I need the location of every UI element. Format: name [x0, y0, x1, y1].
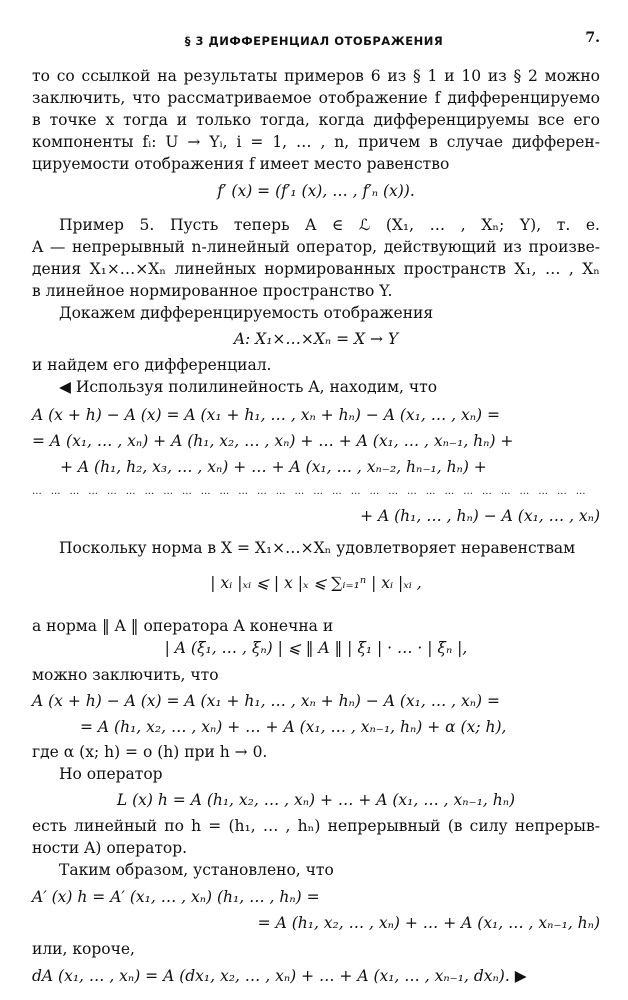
- equation-line: = A (x₁, … , xₙ) + A (h₁, x₂, … , xₙ) + … + A (x₁, … , xₙ₋₁, hₙ) +: [32, 432, 514, 450]
- formula-display: | xᵢ |ₓᵢ ⩽ | x |ₓ ⩽ ∑ᵢ₌₁ⁿ | xᵢ |ₓᵢ ,: [210, 574, 422, 592]
- equation-line: A′ (x) h = A′ (x₁, … , xₙ) (h₁, … , hₙ) =: [32, 888, 320, 906]
- equation-line: A (x + h) − A (x) = A (x₁ + h₁, … , xₙ + hₙ) − A (x₁, … , xₙ) =: [32, 692, 500, 710]
- text-line: в точке x тогда и только тогда, когда дифференцируемы все его: [32, 111, 600, 129]
- text-line: A — непрерывный n-линейный оператор, действующий из произве-: [32, 238, 600, 256]
- text-line: в линейное нормированное пространство Y.: [32, 282, 393, 300]
- equation-line: = A (h₁, x₂, … , xₙ) + … + A (x₁, … , xₙ₋₁, hₙ): [257, 914, 600, 932]
- text-line: Таким образом, установлено, что: [59, 861, 334, 879]
- text-line: или, короче,: [32, 940, 135, 958]
- formula-display: A: X₁×…×Xₙ = X → Y: [233, 330, 399, 348]
- text-line: а норма ‖ A ‖ оператора A конечна и: [32, 617, 334, 635]
- proof-start-line: ◀ Используя полилинейность A, находим, что: [59, 378, 438, 396]
- dotted-separator: ………………………………………………………………………………: [32, 486, 595, 497]
- running-header: [0, 30, 628, 52]
- text-line: заключить, что рассматриваемое отображение f дифференцируемо: [32, 89, 600, 107]
- text-line: цируемости отображения f имеет место равенство: [32, 155, 450, 173]
- example-heading-line: Пример 5. Пусть теперь A ∈ ℒ (X₁, … , Xₙ; Y), т. е.: [59, 216, 600, 234]
- text-line: Поскольку норма в X = X₁×…×Xₙ удовлетворяет неравенствам: [59, 539, 576, 557]
- equation-line: + A (h₁, … , hₙ) − A (x₁, … , xₙ): [360, 507, 600, 525]
- formula-display: | A (ξ₁, … , ξₙ) | ⩽ ‖ A ‖ | ξ₁ | · … · | ξₙ |,: [164, 639, 468, 657]
- text-line: компоненты fᵢ: U → Yᵢ, i = 1, … , n, причем в случае дифферен-: [32, 133, 600, 151]
- equation-line: A (x + h) − A (x) = A (x₁ + h₁, … , xₙ + hₙ) − A (x₁, … , xₙ) =: [32, 406, 500, 424]
- formula-display: f′ (x) = (f′₁ (x), … , f′ₙ (x)).: [217, 182, 415, 200]
- formula-display: L (x) h = A (h₁, x₂, … , xₙ) + … + A (x₁, … , xₙ₋₁, hₙ): [116, 791, 516, 809]
- equation-line: = A (h₁, x₂, … , xₙ) + … + A (x₁, … , xₙ₋₁, hₙ) + α (x; h),: [80, 718, 507, 736]
- equation-line: dA (x₁, … , xₙ) = A (dx₁, x₂, … , xₙ) + … + A (x₁, … , xₙ₋₁, dxₙ). ▶: [32, 967, 527, 985]
- text-line: и найдем его дифференциал.: [32, 356, 272, 374]
- text-line: дения X₁×…×Xₙ линейных нормированных пространств X₁, … , Xₙ: [32, 260, 600, 278]
- text-line: ности A) оператор.: [32, 839, 188, 857]
- running-title: § 3 ДИФФЕРЕНЦИАЛ ОТОБРАЖЕНИЯ: [184, 34, 444, 48]
- text-line: то со ссылкой на результаты примеров 6 из § 1 и 10 из § 2 можно: [32, 67, 600, 85]
- text-line: есть линейный по h = (h₁, … , hₙ) непрерывный (в силу непрерыв-: [32, 817, 600, 835]
- text-line: Докажем дифференцируемость отображения: [59, 304, 434, 322]
- page-number: 7.: [585, 30, 600, 46]
- equation-line: + A (h₁, h₂, x₃, … , xₙ) + … + A (x₁, … , xₙ₋₂, hₙ₋₁, hₙ) +: [60, 458, 487, 476]
- text-line: где α (x; h) = o (h) при h → 0.: [32, 743, 268, 761]
- text-line: можно заключить, что: [32, 666, 219, 684]
- text-line: Но оператор: [59, 765, 163, 783]
